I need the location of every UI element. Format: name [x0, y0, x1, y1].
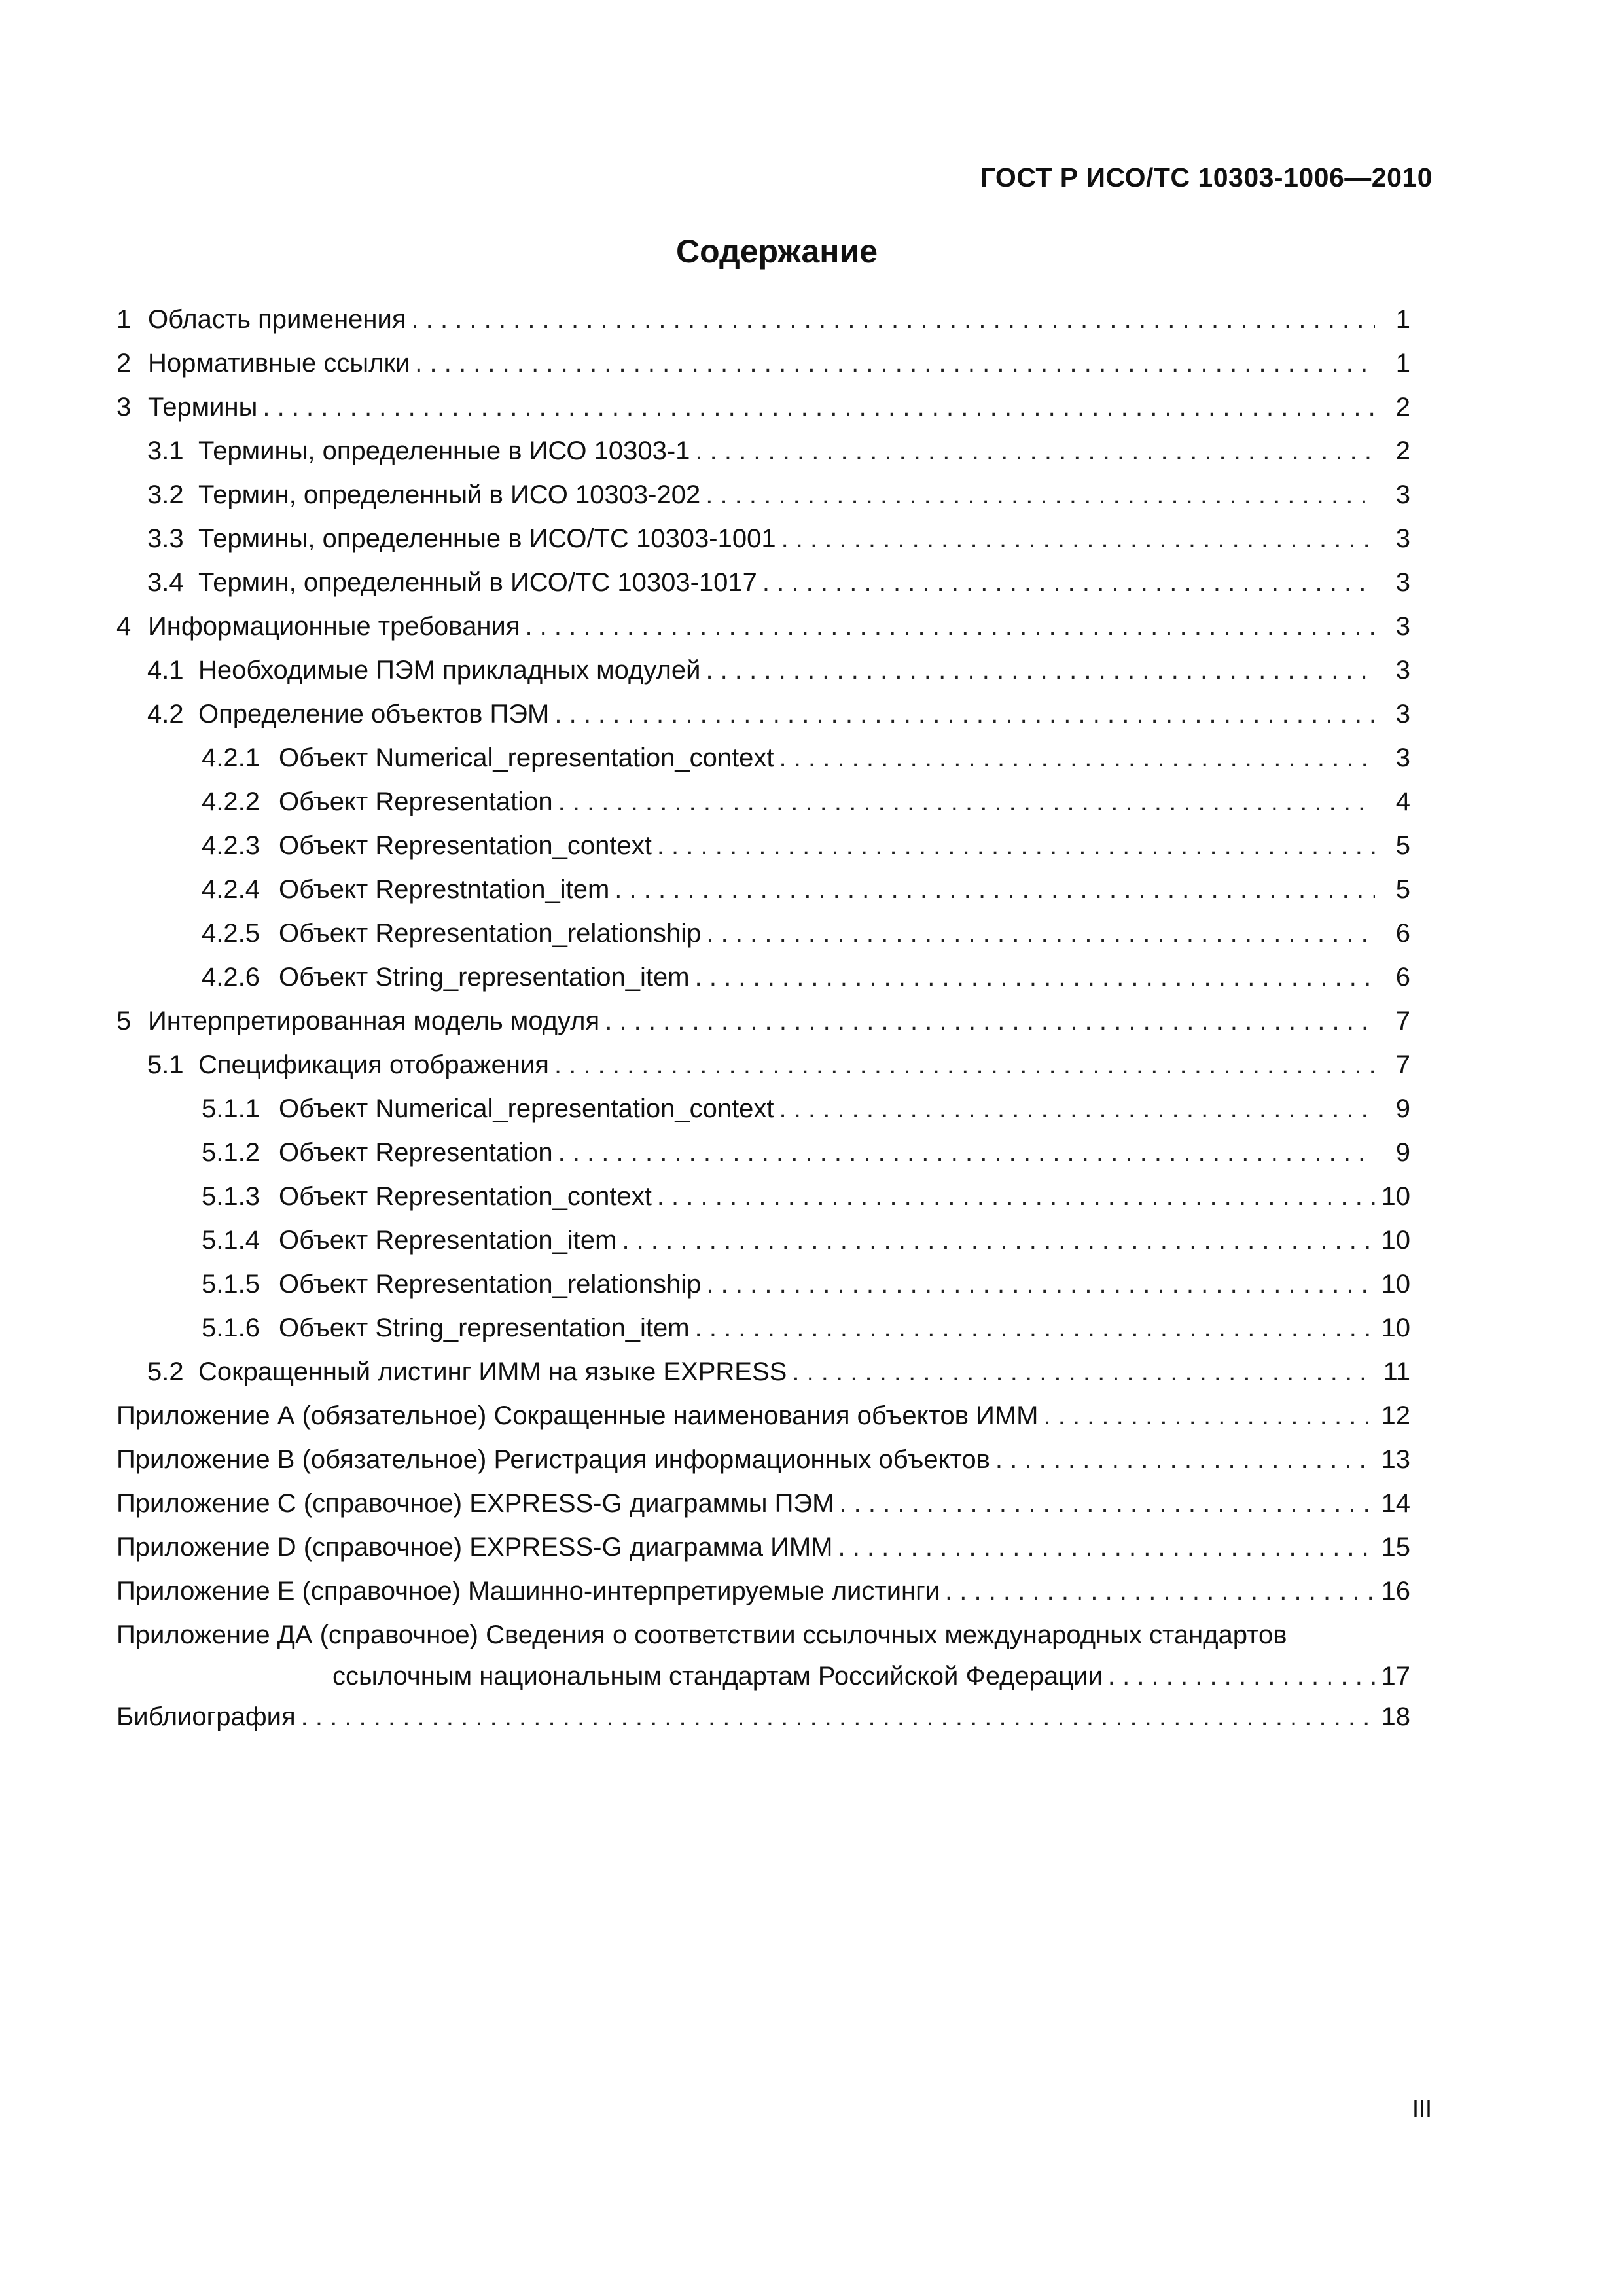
toc-entry-text: Объект Numerical_representation_context [279, 744, 774, 772]
toc-entry[interactable] [116, 1175, 1410, 1219]
dot-leader [554, 692, 1375, 736]
toc-page-number: 4 [1395, 787, 1410, 816]
toc-entry-number: 4.2.1 [202, 744, 260, 772]
page-folio: III [1412, 2095, 1432, 2122]
toc-entry-text: Объект Representation_item [279, 1226, 617, 1255]
toc-entry-number: 5.2 [147, 1357, 184, 1386]
toc-entry-number: 4.2.3 [202, 831, 260, 860]
dot-leader [301, 1695, 1375, 1739]
toc-entry[interactable] [116, 1394, 1410, 1438]
toc-entry-number: 4.2.5 [202, 919, 260, 948]
toc-page-number: 6 [1395, 919, 1410, 948]
toc-entry[interactable] [116, 342, 1410, 386]
toc-entry-number: 5.1.5 [202, 1270, 260, 1299]
toc-entry-number: 4.2.6 [202, 963, 260, 992]
toc-entry-text-line-1: Приложение ДА (справочное) Сведения о соответствии ссылочных международных стандартов [116, 1621, 1287, 1649]
toc-entry-number: 4.2.2 [202, 787, 260, 816]
toc-page-number: 3 [1395, 612, 1410, 641]
toc-entry-number: 3.3 [147, 524, 184, 553]
dot-leader [695, 429, 1375, 473]
dot-leader [558, 780, 1375, 824]
toc-entry-number: 5.1.1 [202, 1094, 260, 1123]
toc-page-number: 3 [1395, 480, 1410, 509]
toc-entry-text: Объект Represtntation_item [279, 875, 610, 904]
toc-entry[interactable] [116, 780, 1410, 824]
toc-page-number: 11 [1383, 1357, 1410, 1386]
toc-entry-number: 3 [116, 393, 132, 422]
toc-entry[interactable] [116, 1482, 1410, 1526]
toc-entry-text: Объект Representation_context [279, 1182, 652, 1211]
toc-entry-text: Термины [148, 393, 258, 422]
dot-leader [705, 649, 1375, 692]
toc-page-number: 17 [1381, 1662, 1410, 1691]
toc-page-number: 18 [1381, 1702, 1410, 1731]
toc-entry-text: Объект Representation [279, 787, 553, 816]
toc-page-number: 5 [1395, 831, 1410, 860]
toc-entry-text: Приложение D (справочное) EXPRESS-G диаграмма ИММ [116, 1533, 833, 1562]
dot-leader [779, 736, 1375, 780]
toc-entry[interactable] [116, 649, 1410, 692]
toc-entry[interactable] [116, 605, 1410, 649]
toc-page-number: 9 [1395, 1138, 1410, 1167]
toc-entry[interactable] [116, 1570, 1410, 1613]
toc-page-number: 5 [1395, 875, 1410, 904]
page-title: Содержание [675, 233, 878, 270]
toc-entry-text: Объект String_representation_item [279, 1314, 690, 1342]
toc-page-number: 3 [1395, 568, 1410, 597]
table-of-contents [116, 298, 1410, 1739]
toc-page-number: 3 [1395, 700, 1410, 728]
toc-entry[interactable] [116, 999, 1410, 1043]
toc-entry[interactable] [116, 736, 1410, 780]
dot-leader [839, 1482, 1375, 1526]
toc-entry-number: 2 [116, 349, 132, 378]
toc-entry-text: Информационные требования [148, 612, 520, 641]
toc-entry-number: 5.1 [147, 1050, 184, 1079]
toc-entry-text: Спецификация отображения [198, 1050, 549, 1079]
dot-leader [262, 386, 1375, 429]
toc-entry[interactable] [116, 429, 1410, 473]
toc-page-number: 6 [1395, 963, 1410, 992]
dot-leader [945, 1570, 1375, 1613]
toc-entry[interactable] [116, 386, 1410, 429]
toc-entry-text: Приложение В (обязательное) Регистрация информационных объектов [116, 1445, 990, 1474]
dot-leader [792, 1350, 1375, 1394]
toc-page-number: 9 [1395, 1094, 1410, 1123]
toc-page-number: 7 [1395, 1050, 1410, 1079]
toc-entry-text: Приложение А (обязательное) Сокращенные наименования объектов ИММ [116, 1401, 1039, 1430]
toc-entry-text-line-2: ссылочным национальным стандартам Российской Федерации [332, 1662, 1103, 1691]
toc-entry-text: Термины, определенные в ИСО 10303-1 [198, 437, 690, 465]
toc-entry[interactable] [116, 298, 1410, 342]
toc-entry-appendix-da[interactable] [116, 1613, 1410, 1695]
toc-entry[interactable] [116, 956, 1410, 999]
toc-entry-number: 4.1 [147, 656, 184, 685]
toc-entry-text: Необходимые ПЭМ прикладных модулей [198, 656, 701, 685]
toc-entry-text: Приложение Е (справочное) Машинно-интерпретируемые листинги [116, 1577, 940, 1605]
dot-leader [706, 1263, 1375, 1306]
toc-entry-number: 5.1.3 [202, 1182, 260, 1211]
toc-entry-number: 5.1.4 [202, 1226, 260, 1255]
toc-entry-text: Термин, определенный в ИСО 10303-202 [198, 480, 701, 509]
toc-page-number: 14 [1381, 1489, 1410, 1518]
toc-entry-number: 4 [116, 612, 132, 641]
dot-leader [558, 1131, 1375, 1175]
dot-leader [615, 868, 1375, 912]
toc-entry[interactable] [116, 824, 1410, 868]
toc-entry[interactable] [116, 1219, 1410, 1263]
dot-leader [657, 1175, 1375, 1219]
toc-page-number: 10 [1381, 1314, 1410, 1342]
toc-entry[interactable] [116, 912, 1410, 956]
dot-leader [705, 473, 1375, 517]
toc-entry[interactable] [116, 473, 1410, 517]
dot-leader [706, 912, 1375, 956]
toc-entry-text: Библиография [116, 1702, 296, 1731]
toc-entry-text: Область применения [148, 305, 406, 334]
toc-entry-text: Объект String_representation_item [279, 963, 690, 992]
toc-entry-text: Термин, определенный в ИСО/ТС 10303-1017 [198, 568, 757, 597]
toc-entry-number: 5.1.6 [202, 1314, 260, 1342]
toc-entry[interactable] [116, 1043, 1410, 1087]
toc-entry[interactable] [116, 1263, 1410, 1306]
toc-page-number: 15 [1381, 1533, 1410, 1562]
toc-entry-text: Объект Representation_relationship [279, 919, 702, 948]
dot-leader [1108, 1657, 1375, 1695]
dot-leader [695, 1306, 1375, 1350]
toc-entry-number: 5 [116, 1007, 132, 1035]
dot-leader [554, 1043, 1375, 1087]
toc-page-number: 10 [1381, 1226, 1410, 1255]
toc-page-number: 16 [1381, 1577, 1410, 1605]
toc-page-number: 2 [1395, 393, 1410, 422]
toc-entry-number: 4.2 [147, 700, 184, 728]
toc-page-number: 1 [1395, 349, 1410, 378]
toc-page-number: 13 [1381, 1445, 1410, 1474]
toc-page-number: 7 [1395, 1007, 1410, 1035]
toc-page-number: 1 [1395, 305, 1410, 334]
dot-leader [779, 1087, 1375, 1131]
toc-page-number: 12 [1381, 1401, 1410, 1430]
toc-entry-text: Объект Numerical_representation_context [279, 1094, 774, 1123]
toc-entry-text: Объект Representation_context [279, 831, 652, 860]
toc-page-number: 3 [1395, 524, 1410, 553]
toc-entry[interactable] [116, 692, 1410, 736]
toc-entry[interactable] [116, 1087, 1410, 1131]
dot-leader [995, 1438, 1375, 1482]
toc-page-number: 3 [1395, 744, 1410, 772]
toc-entry[interactable] [116, 1526, 1410, 1570]
toc-entry[interactable] [116, 1131, 1410, 1175]
dot-leader [657, 824, 1375, 868]
toc-entry[interactable] [116, 1306, 1410, 1350]
toc-page-number: 10 [1381, 1182, 1410, 1211]
toc-entry-text: Определение объектов ПЭМ [198, 700, 550, 728]
toc-page-number: 10 [1381, 1270, 1410, 1299]
toc-entry[interactable] [116, 517, 1410, 561]
toc-entry-number: 5.1.2 [202, 1138, 260, 1167]
toc-entry-text: Объект Representation [279, 1138, 553, 1167]
toc-entry-text: Термины, определенные в ИСО/ТС 10303-1001 [198, 524, 776, 553]
toc-entry-number: 3.1 [147, 437, 184, 465]
dot-leader [412, 298, 1375, 342]
dot-leader [762, 561, 1375, 605]
toc-entry[interactable] [116, 561, 1410, 605]
dot-leader [1044, 1394, 1376, 1438]
toc-entry-text: Объект Representation_relationship [279, 1270, 702, 1299]
toc-entry-number: 4.2.4 [202, 875, 260, 904]
dot-leader [415, 342, 1375, 386]
document-identifier: ГОСТ Р ИСО/ТС 10303-1006—2010 [980, 162, 1433, 192]
toc-entry-number: 3.4 [147, 568, 184, 597]
toc-entry-text: Нормативные ссылки [148, 349, 410, 378]
toc-entry-bibliography[interactable] [116, 1695, 1410, 1739]
toc-page-number: 3 [1395, 656, 1410, 685]
toc-entry[interactable] [116, 868, 1410, 912]
toc-entry[interactable] [116, 1438, 1410, 1482]
toc-page-number: 2 [1395, 437, 1410, 465]
toc-entry-text: Сокращенный листинг ИММ на языке EXPRESS [198, 1357, 787, 1386]
toc-entry-text: Приложение С (справочное) EXPRESS-G диаграммы ПЭМ [116, 1489, 834, 1518]
dot-leader [622, 1219, 1375, 1263]
dot-leader [781, 517, 1375, 561]
toc-entry[interactable] [116, 1350, 1410, 1394]
dot-leader [695, 956, 1375, 999]
toc-entry-text: Интерпретированная модель модуля [148, 1007, 600, 1035]
dot-leader [525, 605, 1375, 649]
toc-entry-number: 1 [116, 305, 132, 334]
toc-entry-number: 3.2 [147, 480, 184, 509]
dot-leader [605, 999, 1375, 1043]
dot-leader [838, 1526, 1376, 1570]
